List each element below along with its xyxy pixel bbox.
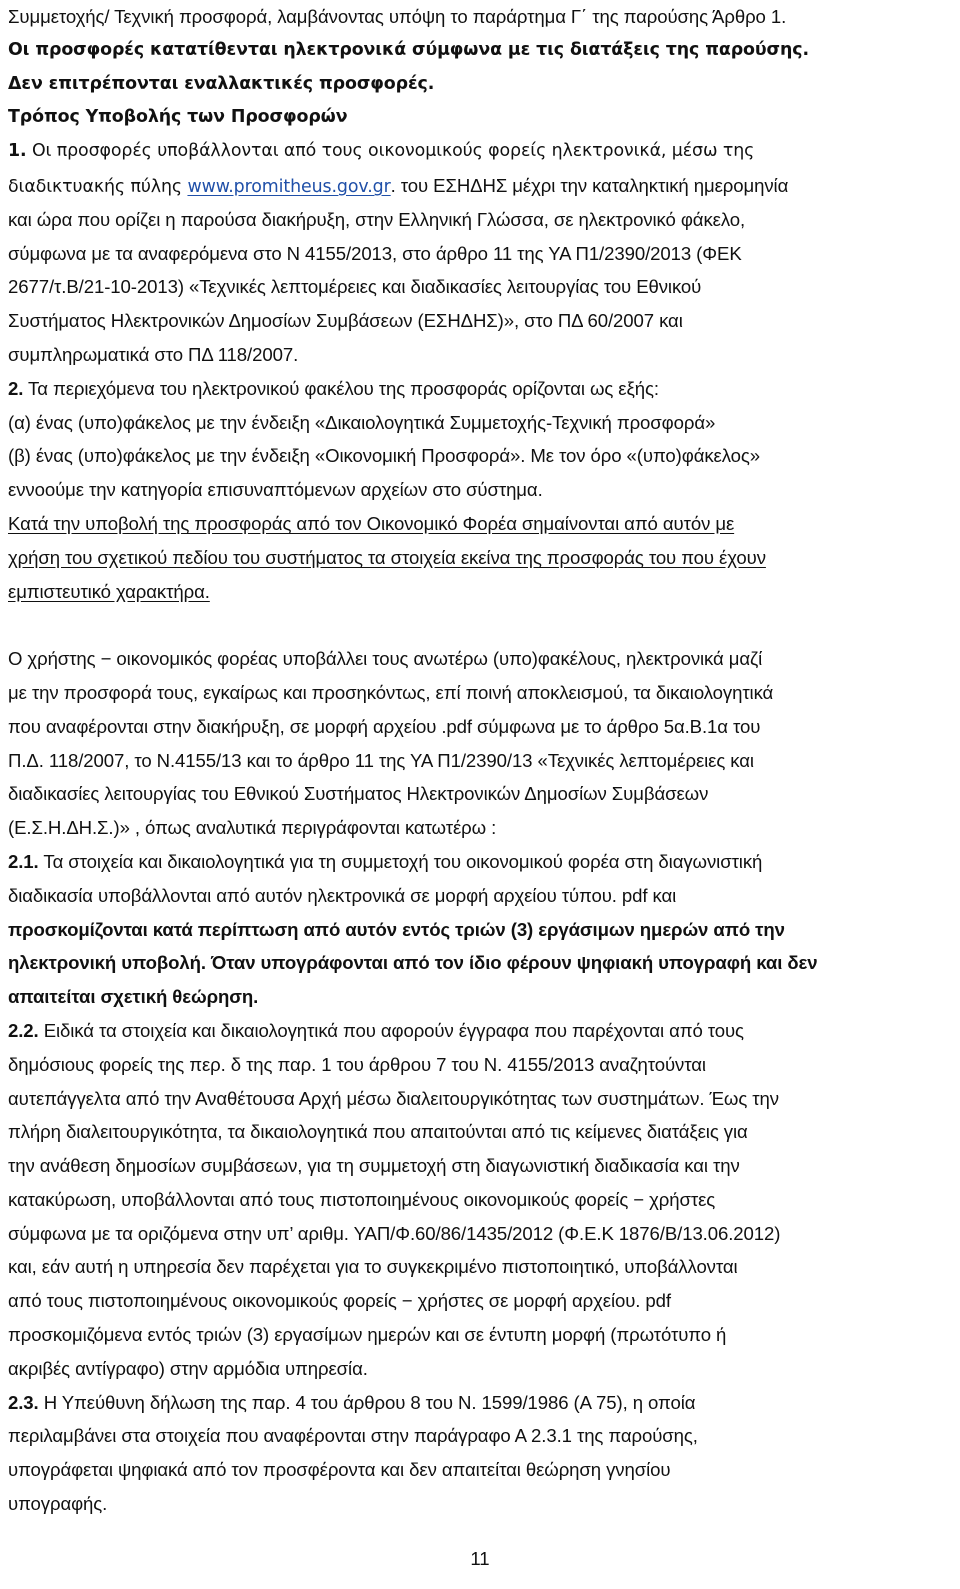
paragraph-text: Τα στοιχεία και δικαιολογητικά για τη συμμετοχή του οικονομικού φορέα στη διαγωνιστική	[38, 850, 763, 872]
document-page	[8, 0, 952, 1521]
paragraph-1-line: Συστήματος Ηλεκτρονικών Δημοσίων Συμβάσεων (ΕΣΗΔΗΣ)», στο ΠΔ 60/2007 και	[8, 310, 683, 332]
underlined-line	[8, 541, 952, 575]
paragraph-2-2-line: από τους πιστοποιημένους οικονομικούς φορείς − χρήστες σε μορφή αρχείου. pdf	[8, 1290, 671, 1312]
paragraph-2-1-line	[8, 845, 952, 879]
paragraph-2-3-line: περιλαμβάνει στα στοιχεία που αναφέρονται στην παράγραφο Α 2.3.1 της παρούσης,	[8, 1425, 698, 1447]
text-line: Συμμετοχής/ Τεχνική προσφορά, λαμβάνοντας υπόψη το παράρτημα Γ΄ της παρούσης Άρθρο 1.	[8, 6, 787, 27]
underlined-line	[8, 507, 952, 541]
text-line-bold: Οι προσφορές κατατίθενται ηλεκτρονικά σύμφωνα με τις διατάξεις της παρούσης.	[8, 39, 809, 60]
page-number: 11	[470, 1548, 490, 1569]
text-line-bold: Δεν επιτρέπονται εναλλακτικές προσφορές.	[8, 73, 435, 94]
paragraph-2-line: (α) ένας (υπο)φάκελος με την ένδειξη «Δικαιολογητικά Συμμετοχής-Τεχνική προσφορά»	[8, 411, 716, 433]
paragraph-number: 2.1.	[8, 850, 39, 872]
paragraph-2-1-bold-line: προσκομίζονται κατά περίπτωση από αυτόν εντός τριών (3) εργάσιμων ημερών από την	[8, 918, 785, 940]
blank-line	[8, 608, 952, 642]
paragraph-1-line	[8, 135, 952, 169]
promitheus-link[interactable]: www.promitheus.gov.gr	[187, 176, 391, 197]
paragraph-2-2-line: πλήρη διαλειτουργικότητα, τα δικαιολογητικά που απαιτούνται από τις κείμενες διατάξεις για	[8, 1121, 748, 1143]
underlined-text: Κατά την υποβολή της προσφοράς από τον Οικονομικό Φορέα σημαίνονται από αυτόν με	[8, 512, 735, 534]
paragraph-text: διαδικτυακής πύλης	[8, 176, 188, 197]
paragraph-2-3-line	[8, 1386, 952, 1420]
paragraph-2-line	[8, 372, 952, 406]
paragraph-2-2-line	[8, 1014, 952, 1048]
paragraph-2-2-line: σύμφωνα με τα οριζόμενα στην υπ’ αριθμ. ΥΑΠ/Φ.60/86/1435/2012 (Φ.Ε.Κ 1876/Β/13.06.2012)	[8, 1222, 781, 1244]
paragraph-number: 1.	[8, 141, 27, 162]
paragraph-text: Ειδικά τα στοιχεία και δικαιολογητικά που αφορούν έγγραφα που παρέχονται από τους	[38, 1019, 744, 1041]
paragraph-text: Η Υπεύθυνη δήλωση της παρ. 4 του άρθρου 8 του Ν. 1599/1986 (Α 75), η οποία	[38, 1391, 696, 1413]
paragraph-1-line: και ώρα που ορίζει η παρούσα διακήρυξη, στην Ελληνική Γλώσσα, σε ηλεκτρονικό φάκελο,	[8, 208, 746, 230]
paragraph-1-line: σύμφωνα με τα αναφερόμενα στο Ν 4155/2013, στο άρθρο 11 της ΥΑ Π1/2390/2013 (ΦΕΚ	[8, 242, 742, 264]
paragraph-2-1-bold-line: απαιτείται σχετική θεώρηση.	[8, 986, 259, 1008]
paragraph-2-2-line: δημόσιους φορείς της περ. δ της παρ. 1 του άρθρου 7 του Ν. 4155/2013 αναζητούνται	[8, 1053, 706, 1075]
paragraph-2-2-line: αυτεπάγγελτα από την Αναθέτουσα Αρχή μέσω διαλειτουργικότητας των συστημάτων. Έως την	[8, 1087, 779, 1109]
paragraph-2-3-line: υπογραφής.	[8, 1493, 108, 1515]
paragraph-3-line: με την προσφορά τους, εγκαίρως και προσηκόντως, επί ποινή αποκλεισμού, τα δικαιολογητικά	[8, 681, 774, 703]
paragraph-number: 2.	[8, 377, 24, 399]
paragraph-number: 2.3.	[8, 1391, 39, 1413]
section-heading: Τρόπος Υποβολής των Προσφορών	[8, 107, 348, 128]
paragraph-2-line: εννοούμε την κατηγορία επισυναπτόμενων αρχείων στο σύστημα.	[8, 479, 543, 501]
paragraph-number: 2.2.	[8, 1019, 39, 1041]
paragraph-2-line: (β) ένας (υπο)φάκελος με την ένδειξη «Οικονομική Προσφορά». Με τον όρο «(υπο)φάκελος»	[8, 445, 761, 467]
paragraph-3-line: Π.Δ. 118/2007, το Ν.4155/13 και το άρθρο 11 της ΥΑ Π1/2390/13 «Τεχνικές λεπτομέρειες και	[8, 749, 754, 771]
paragraph-2-3-line: υπογράφεται ψηφιακά από τον προσφέροντα και δεν απαιτείται θεώρηση γνησίου	[8, 1459, 671, 1481]
paragraph-3-line: Ο χρήστης − οικονομικός φορέας υποβάλλει τους ανωτέρω (υπο)φακέλους, ηλεκτρονικά μαζί	[8, 648, 763, 670]
paragraph-1-line	[8, 169, 952, 203]
paragraph-3-line: (Ε.Σ.Η.ΔΗ.Σ.)» , όπως αναλυτικά περιγράφονται κατωτέρω :	[8, 817, 497, 839]
paragraph-3-line: που αναφέρονται στην διακήρυξη, σε μορφή αρχείου .pdf σύμφωνα με το άρθρο 5α.Β.1α του	[8, 715, 761, 737]
paragraph-text: Τα περιεχόμενα του ηλεκτρονικού φακέλου της προσφοράς ορίζονται ως εξής:	[23, 377, 659, 399]
paragraph-3-line: διαδικασίες λειτουργίας του Εθνικού Συστήματος Ηλεκτρονικών Δημοσίων Συμβάσεων	[8, 783, 709, 805]
paragraph-2-2-line: την ανάθεση δημοσίων συμβάσεων, για τη συμμετοχή στη διαγωνιστική διαδικασία και την	[8, 1155, 740, 1177]
underlined-text: χρήση του σχετικού πεδίου του συστήματος τα στοιχεία εκείνα της προσφοράς του που έχουν	[8, 546, 766, 568]
paragraph-1-line: συμπληρωματικά στο ΠΔ 118/2007.	[8, 343, 299, 365]
paragraph-text: . του ΕΣΗΔΗΣ μέχρι την καταληκτική ημερομηνία	[390, 174, 789, 196]
paragraph-2-1-bold-line: ηλεκτρονική υποβολή. Όταν υπογράφονται από τον ίδιο φέρουν ψηφιακή υπογραφή και δεν	[8, 952, 818, 974]
paragraph-text: Οι προσφορές υποβάλλονται από τους οικονομικούς φορείς ηλεκτρονικά, μέσω της	[26, 141, 755, 162]
paragraph-2-2-line: ακριβές αντίγραφο) στην αρμόδια υπηρεσία.	[8, 1357, 368, 1379]
underlined-line	[8, 575, 952, 609]
paragraph-2-1-line: διαδικασία υποβάλλονται από αυτόν ηλεκτρονικά σε μορφή αρχείου τύπου. pdf και	[8, 884, 677, 906]
underlined-text: εμπιστευτικό χαρακτήρα.	[8, 580, 210, 602]
paragraph-2-2-line: και, εάν αυτή η υπηρεσία δεν παρέχεται για το συγκεκριμένο πιστοποιητικό, υποβάλλονται	[8, 1256, 738, 1278]
paragraph-1-line: 2677/τ.Β/21-10-2013) «Τεχνικές λεπτομέρειες και διαδικασίες λειτουργίας του Εθνικού	[8, 276, 702, 298]
paragraph-2-2-line: προσκομιζόμενα εντός τριών (3) εργασίμων ημερών και σε έντυπη μορφή (πρωτότυπο ή	[8, 1324, 727, 1346]
paragraph-2-2-line: κατακύρωση, υποβάλλονται από τους πιστοποιημένους οικονομικούς φορείς − χρήστες	[8, 1188, 716, 1210]
